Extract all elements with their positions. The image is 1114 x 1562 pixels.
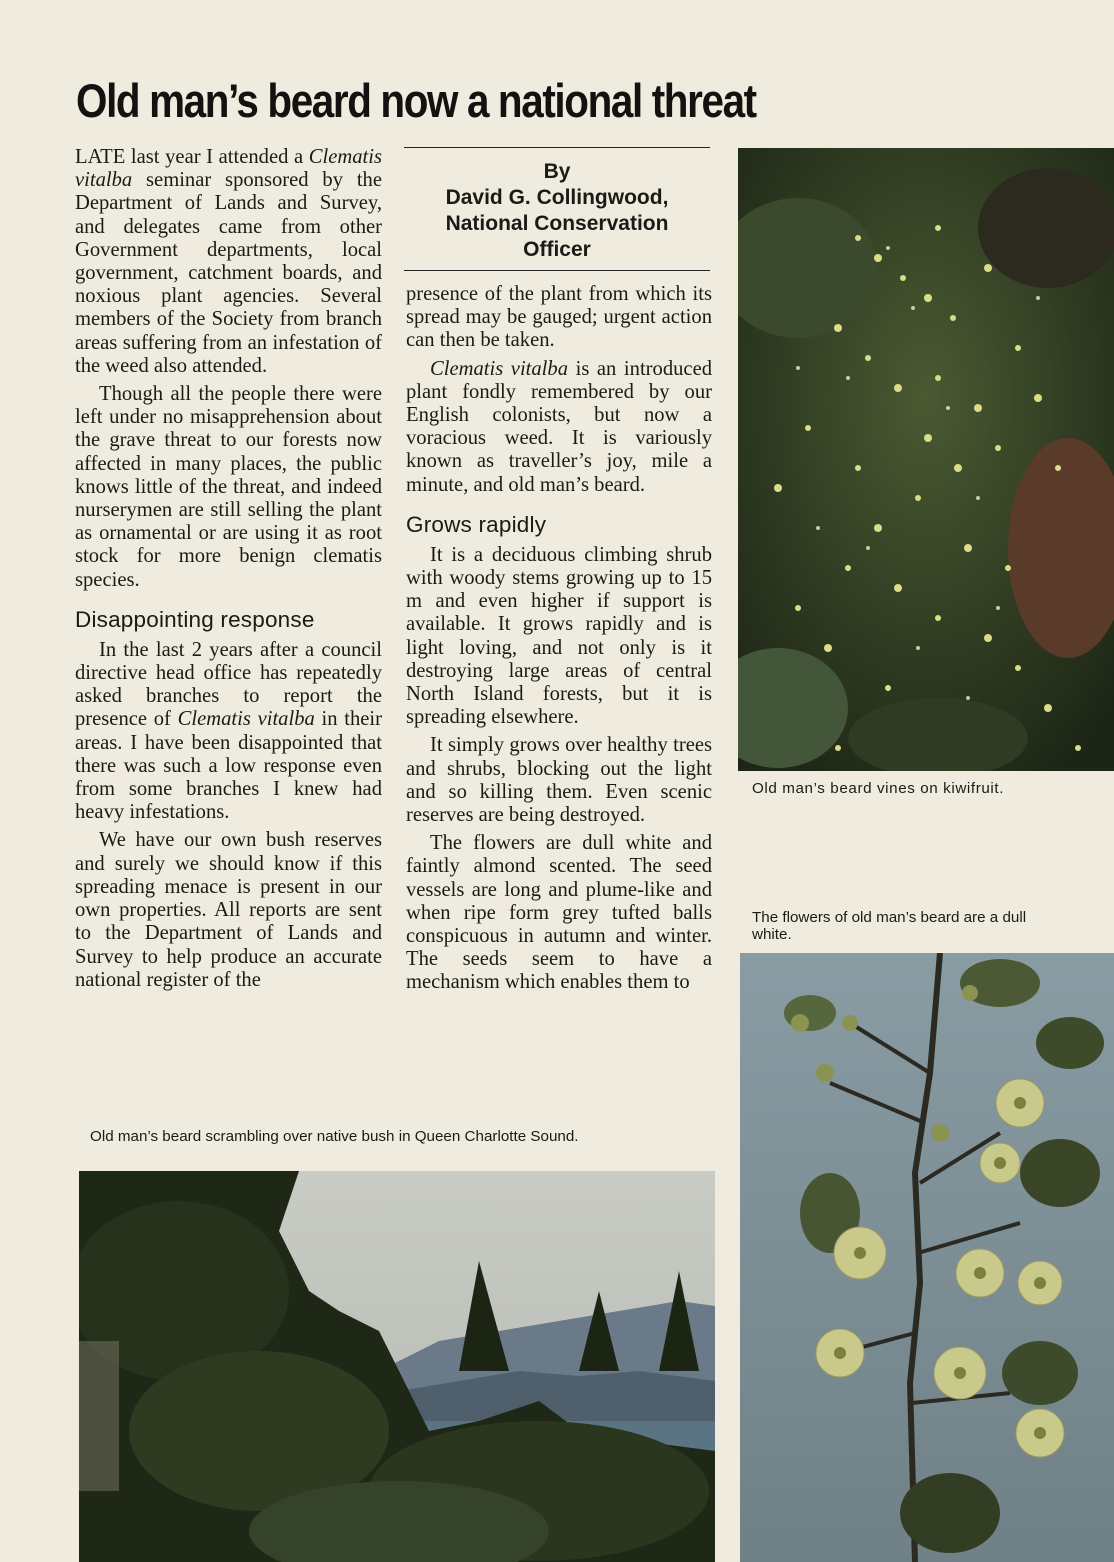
paragraph: In the last 2 years after a council directive head office has repeatedly asked branches to report the presence of Clematis vitalba in their areas. I have been disappointed that there was such a low response even from some branches I knew had heavy infestations. xyxy=(75,638,383,824)
caption-kiwifruit: Old man’s beard vines on kiwifruit. xyxy=(752,780,1005,797)
paragraph: It simply grows over healthy trees and shrubs, blocking out the light and so killing them. Even scenic reserves are being destroyed. xyxy=(406,734,712,827)
section-heading-grows-rapidly: Grows rapidly xyxy=(406,511,547,537)
photo-native-bush xyxy=(79,1171,715,1562)
species-name: Clematis vitalba xyxy=(75,146,382,192)
paragraph: Though all the people there were left under no misapprehension about the grave threat to our forests now affected in many places, the public knows little of the threat, and indeed nurserymen are still selling the plant as ornamental or are using it as root stock for more benign clematis species. xyxy=(75,383,382,591)
article-title: Old man’s beard now a national threat xyxy=(76,74,756,127)
species-name: Clematis vitalba xyxy=(177,708,315,731)
paragraph: It is a deciduous climbing shrub with woody stems growing up to 15 m and even higher if support is available. It grows rapidly and is light loving, and not only is it destroying large areas of central North Island forests, but it is spreading elsewhere. xyxy=(406,543,712,729)
paragraph: We have our own bush reserves and surely we should know if this spreading menace is present in our own properties. All reports are sent to the Department of Lands and Survey to help produce an accurate national register of the xyxy=(75,829,382,991)
paragraph: Clematis vitalba is an introduced plant fondly remembered by our English colonists, but now a voracious weed. It is variously known as traveller’s joy, mile a minute, and old man’s beard. xyxy=(406,357,713,496)
photo-vines-on-kiwifruit xyxy=(738,148,1114,771)
article-column-2 xyxy=(406,283,712,1000)
byline: By David G. Collingwood, National Conservation Officer xyxy=(404,147,710,271)
caption-flowers: The flowers of old man’s beard are a dull white. xyxy=(752,909,1027,943)
photo-flowers-closeup xyxy=(740,953,1114,1562)
paragraph: presence of the plant from which its spread may be gauged; urgent action can then be taken. xyxy=(406,283,712,352)
section-heading-disappointing: Disappointing response xyxy=(75,606,315,632)
paragraph-intro: LATE last year I attended a Clematis vitalba seminar sponsored by the Department of Lands and Survey, and delegates came from other Government departments, local government, catchment boards, and noxious plant agencies. Several members of the Society from branch areas suffering from an infestation of the weed also attended. xyxy=(75,146,382,377)
paragraph: The flowers are dull white and faintly almond scented. The seed vessels are long and plume-like and when ripe form grey tufted balls conspicuous in autumn and winter. The seeds seem to have a mechanism which enables them to xyxy=(406,832,712,994)
caption-native-bush: Old man’s beard scrambling over native bush in Queen Charlotte Sound. xyxy=(90,1128,579,1145)
author-name: David G. Collingwood, xyxy=(445,186,669,209)
article-column-1 xyxy=(75,146,382,997)
species-name: Clematis vitalba xyxy=(430,357,569,380)
